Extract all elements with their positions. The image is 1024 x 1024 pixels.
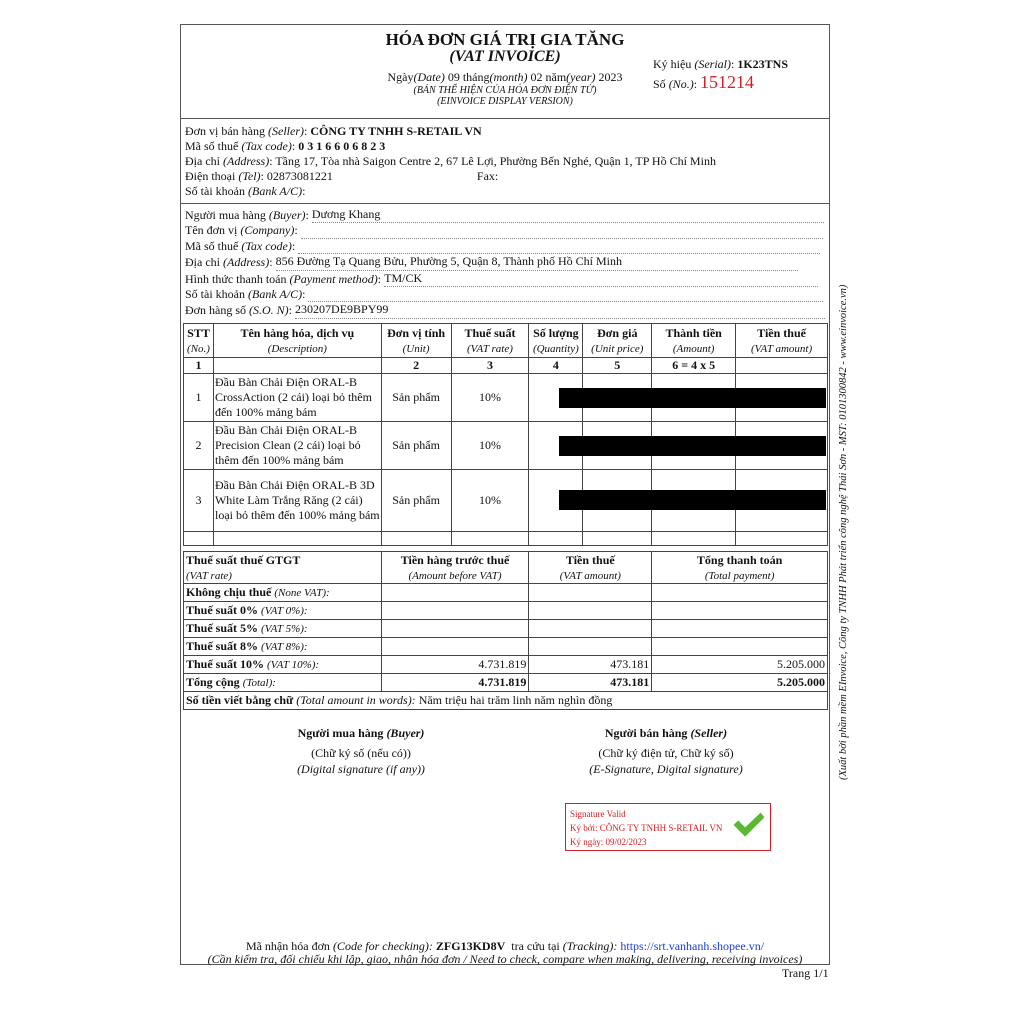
buyer-addr-en: (Address) (223, 255, 270, 270)
sum-value: 5.205.000 (777, 675, 825, 689)
col-header-en: (VAT rate) (466, 342, 513, 355)
year-en: (year) (566, 70, 596, 84)
buyer-tax-label: Mã số thuế (185, 238, 239, 253)
col-header: STT (187, 325, 210, 340)
buyer-bank-value (308, 289, 823, 302)
side-text: (Xuất bởi phần mềm EInvoice, Công ty TNHH Phát triển công nghệ Thái Sơn - MST: 0101300842 - www.einvoice.vn) (838, 284, 849, 780)
redaction-bar (559, 490, 826, 510)
rate-label: Thuế suất 5% (186, 621, 259, 635)
row-unit: Sản phẩm (392, 493, 440, 507)
page-number: Trang 1/1 (782, 966, 829, 980)
items-table (183, 323, 828, 546)
seller-info: Đơn vị bán hàng (Seller): CÔNG TY TNHH S-RETAIL VN Mã số thuế (Tax code): 0 3 1 6 6 0 6 8 2 3 Địa chỉ (Address): Tầng 17, Tòa nhà Saigon Centre 2, 67 Lê Lợi, Phường Bến Nghé, Quận 1, TP Hồ Chí Minh Điện thoại (Tel): 02873081221 Fax: Số tài khoản (Bank A/C): (181, 119, 829, 204)
rate-cell (184, 602, 382, 620)
serial-en: (Serial) (694, 57, 731, 71)
buyer-addr-label: Địa chỉ (185, 255, 220, 270)
no-cell (184, 470, 214, 532)
seller-sig-note-en: (E-Signature, Digital signature) (589, 762, 743, 776)
tracking-link[interactable]: https://srt.vanhanh.shopee.vn/ (620, 939, 765, 953)
buyer-sig-note-en: (Digital signature (if any)) (297, 762, 425, 776)
code-en: (Code for checking): (332, 939, 433, 953)
seller-addr-en: (Address) (223, 154, 270, 168)
col-header-en: (VAT amount) (750, 342, 813, 355)
header-cell (381, 324, 451, 358)
sum-value-cell (381, 602, 529, 620)
vat-cell (451, 374, 529, 422)
sum-value-cell (381, 656, 529, 674)
words-en: (Total amount in words): (296, 693, 416, 707)
header-cell (736, 324, 828, 358)
seller-tax-label: Mã số thuế (185, 139, 239, 153)
summary-row (184, 620, 828, 638)
invoice-page (180, 24, 830, 965)
sum-header-cell (652, 552, 828, 584)
sum-header: Tiền thuế (565, 552, 615, 567)
rate-en: (Total): (242, 677, 276, 689)
sum-value-cell (652, 638, 828, 656)
vat-cell (451, 422, 529, 470)
sum-header-en: (VAT rate) (186, 569, 232, 582)
index-cell (213, 358, 381, 374)
rate-cell (184, 674, 382, 692)
row-vat: 10% (478, 493, 501, 507)
code-label: Mã nhận hóa đơn (245, 939, 330, 953)
sum-value-cell (652, 584, 828, 602)
summary-row (184, 674, 828, 692)
index-cell (736, 358, 828, 374)
col-header: Tên hàng hóa, dịch vụ (240, 325, 355, 340)
pay-en: (Payment method) (289, 271, 378, 286)
sum-value-cell (529, 620, 652, 638)
summary-row (184, 602, 828, 620)
redaction-bar (559, 436, 826, 456)
buyer-en: (Buyer) (268, 208, 306, 222)
seller-addr: Tầng 17, Tòa nhà Saigon Centre 2, 67 Lê Lợi, Phường Bến Nghé, Quận 1, TP Hồ Chí Minh (275, 154, 716, 168)
display-vn: (BẢN THỂ HIỆN CỦA HÓA ĐƠN ĐIỆN TỬ) (413, 85, 597, 96)
unit-cell (381, 470, 451, 532)
buyer-addr: 856 Đường Tạ Quang Bửu, Phường 5, Quận 8, Thành phố Hồ Chí Minh (276, 254, 798, 270)
serial-value: 1K23TNS (737, 57, 789, 71)
col-header: Tiền thuế (757, 325, 806, 340)
col-header-en: (Unit) (402, 342, 430, 355)
no-en: (No.) (668, 77, 694, 91)
summary-row (184, 656, 828, 674)
buyer-sig-title: Người mua hàng (297, 726, 384, 740)
rate-en: (VAT 5%): (261, 623, 308, 635)
items-empty-row (184, 532, 828, 546)
row-vat: 10% (478, 438, 501, 452)
invoice-number: 151214 (700, 72, 755, 92)
year: 2023 (598, 70, 623, 84)
buyer-tax-en: (Tax code) (241, 238, 292, 253)
row-unit: Sản phẩm (392, 390, 440, 404)
seller-name: CÔNG TY TNHH S-RETAIL VN (310, 124, 482, 138)
rate-label: Thuế suất 0% (186, 603, 259, 617)
col-header-en: (Amount) (672, 342, 715, 355)
col-header: Thuế suất (464, 325, 516, 340)
index-label: 5 (614, 358, 621, 372)
col-header-en: (Description) (267, 342, 327, 355)
stamp-date: Ký ngày: 09/02/2023 (570, 837, 647, 847)
serial-block: Ký hiệu (Serial): 1K23TNS Số (No.): 151214 (653, 57, 789, 92)
invoice-title: HÓA ĐƠN GIÁ TRỊ GIA TĂNG (385, 30, 625, 49)
items-index-row (184, 358, 828, 374)
sum-value: 473.181 (610, 675, 650, 689)
buyer-label: Người mua hàng (185, 208, 266, 222)
sum-value-cell (652, 602, 828, 620)
row-no: 2 (195, 438, 202, 452)
sum-value-cell (652, 656, 828, 674)
invoice-subtitle: (VAT INVOICE) (449, 48, 561, 65)
seller-addr-label: Địa chỉ (185, 154, 220, 168)
seller-sig-note: (Chữ ký điện tử, Chữ ký số) (598, 746, 734, 760)
sum-value-cell (381, 638, 529, 656)
words-label: Số tiền viết bằng chữ (186, 693, 294, 707)
row-desc: Đầu Bàn Chải Điện ORAL-B 3D White Làm Trắng Răng (2 cái) loại bỏ thêm đến 100% mảng bám (214, 478, 380, 522)
rate-label: Tổng cộng (186, 675, 240, 689)
year-label: năm (545, 70, 567, 84)
index-cell (381, 358, 451, 374)
index-cell (184, 358, 214, 374)
sum-value-cell (529, 638, 652, 656)
stamp-valid: Signature Valid (570, 809, 626, 819)
header-cell (184, 324, 214, 358)
sum-header-en: (Total payment) (704, 569, 775, 582)
summary-row (184, 638, 828, 656)
col-header: Đơn giá (597, 325, 638, 340)
amount-in-words: Năm triệu hai trăm linh năm nghìn đồng (418, 693, 613, 707)
month: 02 (530, 70, 543, 84)
row-no: 1 (195, 390, 202, 404)
no-cell (184, 374, 214, 422)
row-no: 3 (195, 493, 202, 507)
seller-fax-label: Fax: (476, 169, 499, 183)
sum-value-cell (529, 584, 652, 602)
row-vat: 10% (478, 390, 501, 404)
index-cell (529, 358, 583, 374)
day: 09 (447, 70, 460, 84)
signature-stamp (565, 803, 771, 851)
rate-cell (184, 620, 382, 638)
footer-note: (Cần kiểm tra, đối chiếu khi lập, giao, nhận hóa đơn / Need to check, compare when making, delivering, receiving invoices) (207, 952, 803, 966)
index-label: 3 (486, 358, 493, 372)
sum-header-cell (381, 552, 529, 584)
header-cell (213, 324, 381, 358)
seller-sig-en: (Seller) (690, 726, 728, 740)
sum-value-cell (652, 620, 828, 638)
display-en: (EINVOICE DISPLAY VERSION) (437, 96, 573, 107)
index-cell (451, 358, 529, 374)
so-label: Đơn hàng số (185, 303, 247, 318)
sum-value-cell (381, 584, 529, 602)
header-cell (652, 324, 736, 358)
rate-cell (184, 656, 382, 674)
sum-value: 5.205.000 (777, 657, 825, 671)
sum-value: 4.731.819 (478, 675, 527, 689)
index-cell (583, 358, 652, 374)
company-value (301, 226, 823, 239)
invoice-header (181, 25, 829, 119)
buyer-info: Người mua hàng (Buyer): Dương Khang Tên đơn vị (Company): Mã số thuế (Tax code): Địa chỉ (Address): 856 Đường Tạ Quang Bửu, Phường 5, Quận 8, Thành phố Hồ Chí Minh Hình thức thanh toán (Payment method): TM/CK Số tài khoản (Bank A/C): Đơn hàng số (S.O. N): 230207DE9BPY99 (181, 204, 829, 323)
sum-value-cell (529, 656, 652, 674)
track-en: (Tracking): (562, 939, 618, 953)
sum-header-en: (VAT amount) (559, 569, 621, 582)
buyer-name: Dương Khang (312, 207, 824, 223)
desc-cell (213, 374, 381, 422)
index-label: 1 (195, 358, 202, 372)
rate-cell (184, 584, 382, 602)
rate-cell (184, 638, 382, 656)
order-number: 230207DE9BPY99 (295, 302, 825, 318)
month-en: (month) (489, 70, 528, 84)
sum-header-cell (529, 552, 652, 584)
seller-sig-title: Người bán hàng (604, 726, 688, 740)
sum-value-cell (529, 674, 652, 692)
sum-header: Tổng thanh toán (696, 552, 783, 567)
no-label: Số (653, 77, 666, 91)
header-cell (451, 324, 529, 358)
month-label: tháng (462, 70, 490, 84)
row-desc: Đầu Bàn Chải Điện ORAL-B CrossAction (2 cái) loại bỏ thêm đến 100% mảng bám (214, 375, 372, 419)
col-header-en: (Quantity) (532, 342, 579, 355)
header-cell (529, 324, 583, 358)
sum-value-cell (529, 602, 652, 620)
no-cell (184, 422, 214, 470)
seller-bank-en: (Bank A/C) (248, 184, 303, 198)
desc-cell (213, 470, 381, 532)
stamp-signed-by: Ký bởi: CÔNG TY TNHH S-RETAIL VN (570, 823, 723, 833)
sum-header-cell (184, 552, 382, 584)
summary-header-row (184, 552, 828, 584)
amount-in-words-row (184, 692, 828, 710)
col-header: Thành tiền (665, 325, 722, 340)
date-en: (Date) (413, 70, 445, 84)
lookup-code: ZFG13KD8V (435, 939, 506, 953)
footer (181, 940, 829, 966)
index-label: 4 (552, 358, 559, 372)
sum-header-en: (Amount before VAT) (408, 569, 502, 582)
desc-cell (213, 422, 381, 470)
rate-en: (VAT 10%): (267, 659, 320, 671)
buyer-signature (241, 725, 481, 777)
rate-en: (None VAT): (274, 587, 330, 599)
col-header: Số lượng (533, 325, 579, 340)
sum-header: Tiền hàng trước thuế (400, 552, 510, 567)
buyer-sig-note: (Chữ ký số (nếu có)) (311, 746, 411, 760)
seller-tax: 0 3 1 6 6 0 6 8 2 3 (298, 139, 386, 153)
index-label: 2 (413, 358, 420, 372)
payment-method: TM/CK (384, 271, 818, 287)
sum-value-cell (381, 674, 529, 692)
sum-header: Thuế suất thuế GTGT (186, 552, 301, 567)
redaction-bar (559, 388, 826, 408)
company-en: (Company) (240, 223, 295, 238)
buyer-tax-value (298, 241, 820, 254)
buyer-sig-en: (Buyer) (386, 726, 425, 740)
vat-cell (451, 470, 529, 532)
rate-label: Thuế suất 8% (186, 639, 259, 653)
buyer-bank-en: (Bank A/C) (248, 287, 303, 302)
items-header-row (184, 324, 828, 358)
company-label: Tên đơn vị (185, 223, 238, 238)
track-label: tra cứu tại (511, 939, 560, 953)
unit-cell (381, 422, 451, 470)
sum-value: 473.181 (610, 657, 650, 671)
seller-en: (Seller) (268, 124, 304, 138)
seller-label: Đơn vị bán hàng (185, 124, 265, 138)
summary-row (184, 584, 828, 602)
rate-en: (VAT 0%): (261, 605, 308, 617)
seller-tel-en: (Tel) (238, 169, 261, 183)
sum-value-cell (381, 620, 529, 638)
seller-tel: 02873081221 (266, 169, 333, 183)
summary-table (183, 551, 828, 710)
index-label: 6 = 4 x 5 (672, 358, 716, 372)
row-unit: Sản phẩm (392, 438, 440, 452)
sum-value: 4.731.819 (478, 657, 527, 671)
so-en: (S.O. N) (249, 303, 289, 318)
seller-signature (541, 725, 791, 777)
seller-bank-label: Số tài khoản (185, 184, 245, 198)
date-label: Ngày (387, 70, 414, 84)
rate-label: Không chịu thuế (186, 585, 272, 599)
col-header: Đơn vị tính (387, 325, 446, 340)
seller-tax-en: (Tax code) (241, 139, 292, 153)
sum-value-cell (652, 674, 828, 692)
rate-label: Thuế suất 10% (186, 657, 265, 671)
buyer-bank-label: Số tài khoản (185, 287, 245, 302)
col-header-en: (Unit price) (591, 342, 644, 355)
header-cell (583, 324, 652, 358)
seller-tel-label: Điện thoại (185, 169, 236, 183)
serial-label: Ký hiệu (653, 57, 692, 71)
index-cell (652, 358, 736, 374)
col-header-en: (No.) (187, 342, 210, 355)
pay-label: Hình thức thanh toán (185, 271, 287, 286)
unit-cell (381, 374, 451, 422)
row-desc: Đầu Bàn Chải Điện ORAL-B Precision Clean (2 cái) loại bỏ thêm đến 100% mảng bám (214, 423, 361, 467)
rate-en: (VAT 8%): (261, 641, 308, 653)
